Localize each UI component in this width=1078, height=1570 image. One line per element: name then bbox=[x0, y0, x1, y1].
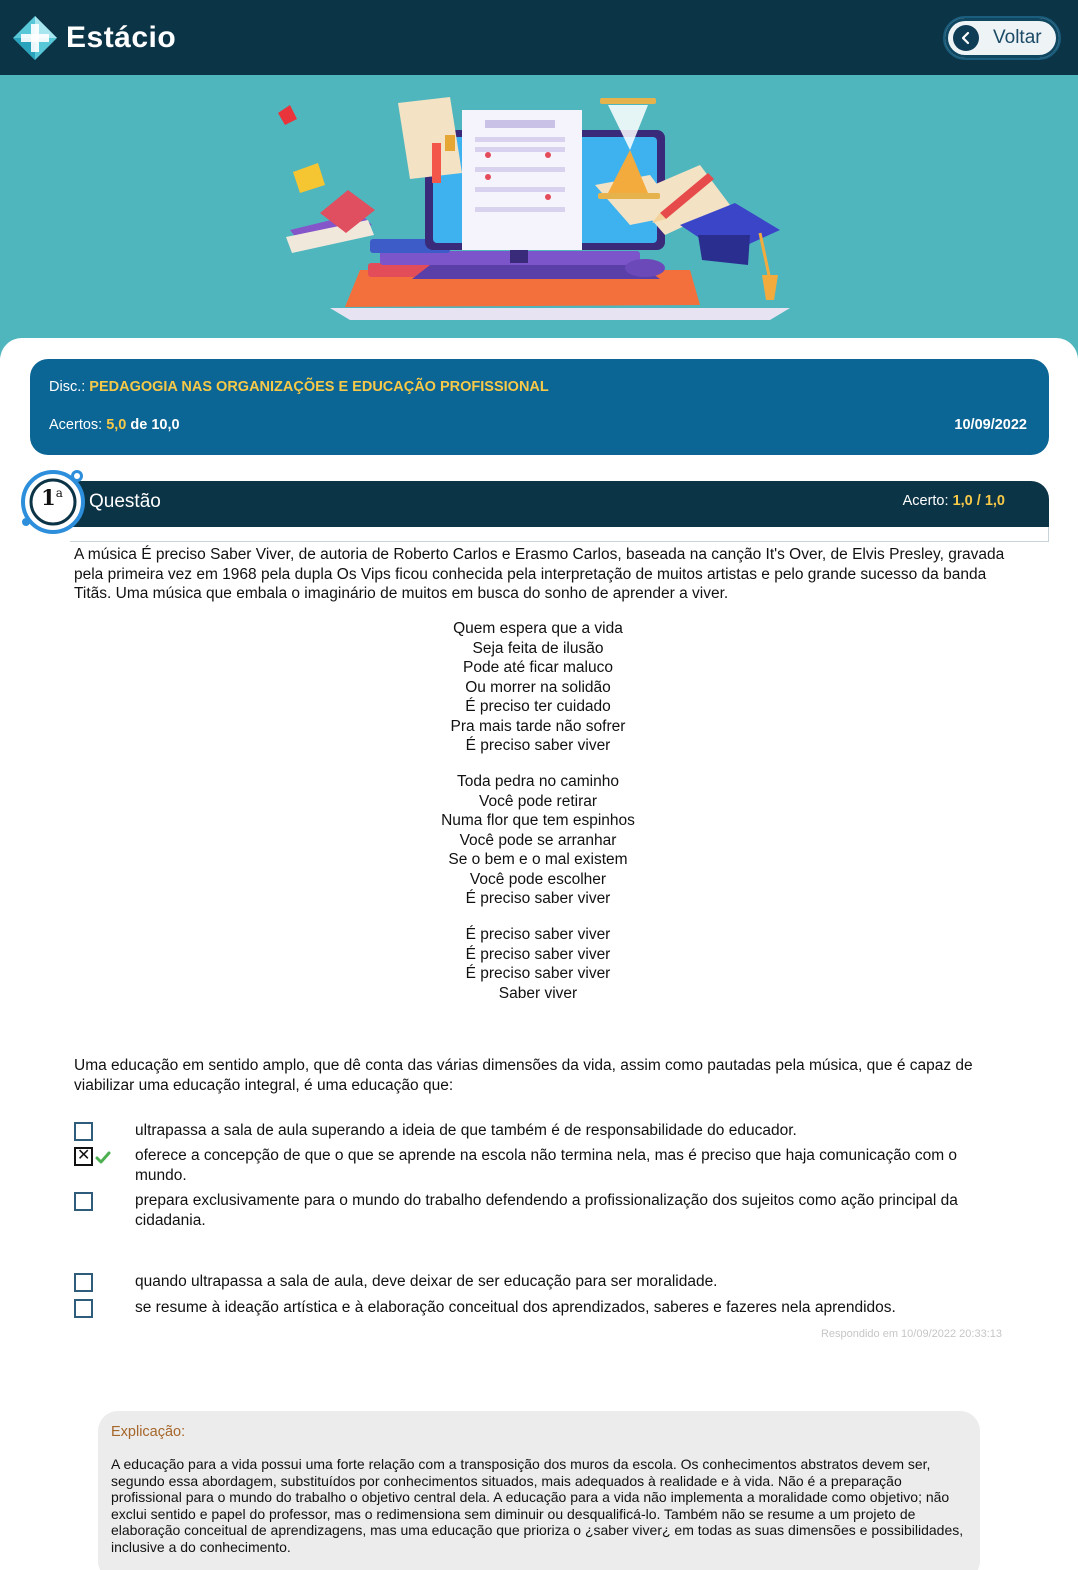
poem-line: Seja feita de ilusão bbox=[472, 639, 604, 657]
check-icon bbox=[95, 1150, 111, 1166]
x-mark-icon: ✕ bbox=[77, 1147, 91, 1164]
discipline-name: PEDAGOGIA NAS ORGANIZAÇÕES E EDUCAÇÃO PROFISSIONAL bbox=[89, 379, 549, 395]
poem-line: Você pode escolher bbox=[469, 870, 607, 888]
question-score-max: 1,0 bbox=[984, 493, 1005, 509]
poem-line: É preciso saber viver bbox=[465, 737, 611, 754]
chevron-left-icon bbox=[953, 25, 979, 51]
question-statement: A música É preciso Saber Viver, de autoria de Roberto Carlos e Erasmo Carlos, baseada na canção It's Over, de Elvis Presley, gravada pela primeira vez em 1968 pela dupla Os Vips ficou conhecida pela interpretação de muitos artistas e pelo grande sucesso da banda Titãs. Uma música que embala o imaginário de muitos em busca do sonho de aprender a viver. bbox=[74, 546, 1005, 602]
poem-line: É preciso saber viver bbox=[465, 965, 611, 982]
discipline-line bbox=[49, 379, 549, 395]
exam-date: 10/09/2022 bbox=[954, 417, 1027, 433]
question-header-underline bbox=[70, 527, 1049, 542]
option-checkbox[interactable] bbox=[74, 1299, 93, 1318]
score-label: Acertos: bbox=[49, 417, 103, 433]
poem-line: É preciso saber viver bbox=[465, 945, 611, 963]
question-prompt: Uma educação em sentido amplo, que dê conta das várias dimensões da vida, assim como pautadas pela música, que é capaz de viabilizar uma educação integral, é uma educação que: bbox=[74, 1057, 973, 1094]
question-score-value: 1,0 bbox=[952, 493, 973, 509]
question-score-separator: / bbox=[972, 493, 985, 509]
score-value: 5,0 bbox=[106, 417, 127, 433]
poem-line: Quem espera que a vida bbox=[453, 620, 623, 637]
option-text: ultrapassa a sala de aula superando a ideia de que também é de responsabilidade do educador. bbox=[135, 1122, 797, 1139]
poem-stanza-2 bbox=[338, 772, 738, 909]
top-bar bbox=[0, 0, 1078, 75]
back-button-label: Voltar bbox=[993, 27, 1042, 48]
answered-timestamp: Respondido em 10/09/2022 20:33:13 bbox=[820, 1328, 1002, 1340]
explanation-title: Explicação: bbox=[111, 1424, 186, 1440]
poem-line: Saber viver bbox=[498, 984, 578, 1002]
option-checkbox[interactable] bbox=[74, 1273, 93, 1292]
question-number-suffix: a bbox=[55, 486, 63, 500]
online-exam-illustration bbox=[0, 75, 1078, 358]
question-number bbox=[35, 485, 69, 519]
question-score bbox=[903, 493, 1005, 509]
option-text: prepara exclusivamente para o mundo do trabalho defendendo a profissionalização dos sujeitos como ação principal da cidadania. bbox=[135, 1192, 958, 1229]
poem-line: Se o bem e o mal existem bbox=[448, 851, 628, 868]
explanation-text: A educação para a vida possui uma forte relação com a transposição dos muros da escola. Os conhecimentos abstratos devem ser, segundo essa abordagem, substituídos por conhecimentos situados, mais adequados à realidade e à vida. Não é a preparação profissional para o mundo do trabalho o objetivo central dela. A educação para a vida não implementa a moralidade como objetivo; não exclui sentido e papel do professor, mas o redimensiona sem diminuir ou desqualificá-lo. Também não se resume a um projeto de elaboração conceitual de aprendizagens, mas uma educação que prioriza o ¿saber viver¿ em todas as suas dimensões e possibilidades, inclusive a do conhecimento. bbox=[111, 1456, 964, 1555]
poem-line: Pode até ficar maluco bbox=[463, 659, 613, 676]
question-number-value: 1 bbox=[41, 485, 56, 510]
question-title: Questão bbox=[89, 491, 161, 512]
discipline-label: Disc.: bbox=[49, 379, 86, 395]
poem-stanza-1 bbox=[338, 619, 738, 756]
poem-stanza-3 bbox=[338, 925, 738, 1003]
poem-line: Você pode retirar bbox=[478, 792, 598, 810]
brand-name: Estácio bbox=[66, 21, 177, 54]
poem-line: É preciso ter cuidado bbox=[465, 698, 611, 715]
poem-line: Ou morrer na solidão bbox=[465, 678, 611, 696]
option-checkbox[interactable] bbox=[74, 1192, 93, 1211]
option-text: oferece a concepção de que o que se aprende na escola não termina nela, mas é preciso que haja comunicação com o mundo. bbox=[135, 1147, 958, 1184]
poem-line: É preciso saber viver bbox=[465, 926, 611, 943]
poem-line: É preciso saber viver bbox=[465, 890, 611, 907]
poem-line: Toda pedra no caminho bbox=[456, 773, 619, 790]
back-button[interactable] bbox=[943, 16, 1061, 60]
explanation-box bbox=[98, 1411, 980, 1570]
score-line bbox=[49, 417, 180, 433]
option-text: quando ultrapassa a sala de aula, deve deixar de ser educação para ser moralidade. bbox=[135, 1273, 718, 1290]
hero-banner bbox=[0, 75, 1078, 358]
question-header bbox=[70, 481, 1049, 527]
option-text: se resume à ideação artística e à elaboração conceitual dos aprendizados, saberes e fazeres nela aprendidos. bbox=[135, 1299, 896, 1316]
exam-info-card bbox=[30, 359, 1049, 455]
option-checkbox-selected[interactable] bbox=[74, 1147, 93, 1166]
estacio-logo-icon bbox=[12, 15, 58, 61]
option-checkbox[interactable] bbox=[74, 1122, 93, 1141]
poem-line: Você pode se arranhar bbox=[459, 831, 617, 849]
question-score-label: Acerto: bbox=[902, 493, 949, 509]
poem-line: Numa flor que tem espinhos bbox=[441, 812, 635, 829]
brand-logo[interactable] bbox=[12, 13, 176, 63]
score-total: de 10,0 bbox=[130, 417, 180, 433]
poem-line: Pra mais tarde não sofrer bbox=[450, 717, 626, 735]
